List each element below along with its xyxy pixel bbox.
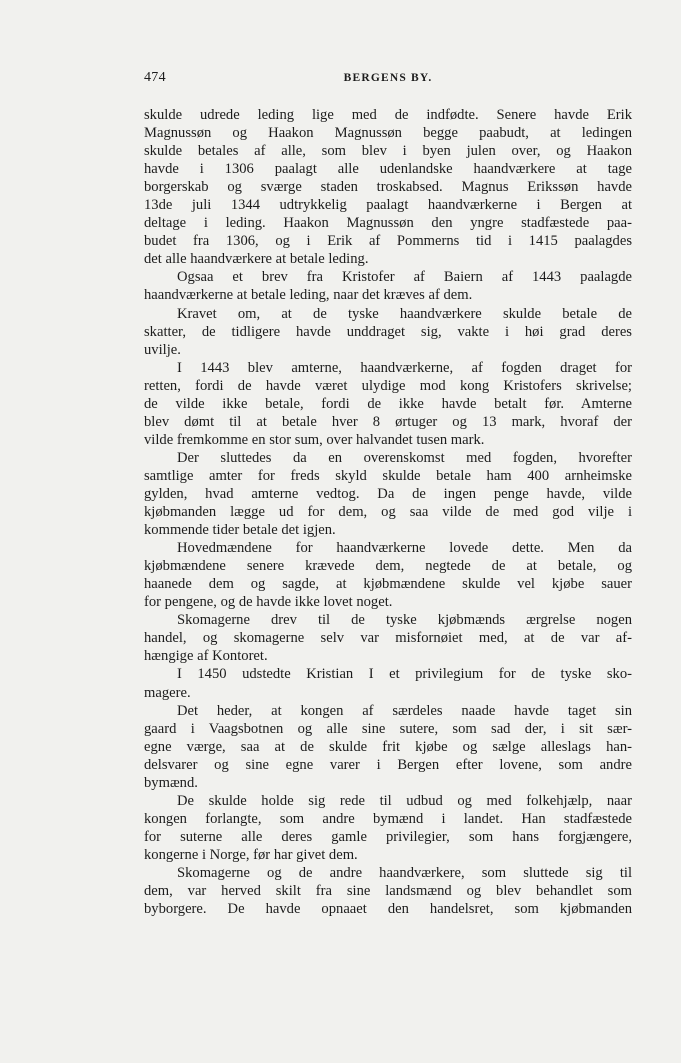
text-line: kongen forlangte, som andre bymænd i landet. Han stadfæstede — [144, 810, 632, 827]
text-line: I 1450 udstedte Kristian I et privilegium for de tyske sko- — [177, 666, 632, 683]
body-text — [144, 106, 632, 918]
text-line: I 1443 blev amterne, haandværkerne, af fogden draget for — [177, 359, 632, 376]
text-line: Der sluttedes da en overenskomst med fogden, hvorefter — [177, 449, 632, 466]
text-line: magere. — [144, 684, 191, 701]
text-line: blev dømt til at betale hver 8 ørtuger og 13 mark, hvoraf der — [144, 413, 632, 430]
text-line: Hovedmændene for haandværkerne lovede dette. Men da — [177, 540, 632, 557]
text-line: kongerne i Norge, før har givet dem. — [144, 846, 358, 863]
text-line: samtlige amter for freds skyld skulde betale ham 400 arnheimske — [144, 467, 632, 484]
text-line: Ogsaa et brev fra Kristofer af Baiern af 1443 paalagde — [177, 269, 632, 286]
text-line: hængige af Kontoret. — [144, 648, 268, 665]
text-line: uvilje. — [144, 341, 181, 358]
text-line: haanede dem og sagde, at kjøbmændene skulde vel kjøbe sauer — [144, 576, 632, 593]
text-line: egne værge, saa at de skulde frit kjøbe og sælge alleslags han- — [144, 738, 632, 755]
text-line: de vilde ikke betale, fordi de ikke havde betalt før. Amterne — [144, 395, 632, 412]
text-line: kjøbmanden lægge ud for dem, og saa vilde de med god vilje i — [144, 504, 632, 521]
text-line: Magnussøn og Haakon Magnussøn begge paabudt, at ledingen — [144, 125, 632, 142]
running-title: BERGENS BY. — [343, 72, 433, 84]
text-line: skatter, de tidligere havde unddraget sig, vakte i høi grad deres — [144, 323, 632, 340]
text-line: vilde fremkomme en stor sum, over halvandet tusen mark. — [144, 431, 485, 448]
text-line: Skomagerne drev til de tyske kjøbmænds ærgrelse nogen — [177, 612, 632, 629]
text-line: 13de juli 1344 udtrykkelig paalagt haandværkerne i Bergen at — [144, 197, 632, 214]
text-line: haandværkerne at betale leding, naar det kræves af dem. — [144, 287, 473, 304]
text-line: kommende tider betale det igjen. — [144, 522, 336, 539]
text-line: skulde betales af alle, som blev i byen julen over, og Haakon — [144, 143, 632, 160]
text-line: De skulde holde sig rede til udbud og med folkehjælp, naar — [177, 792, 632, 809]
text-line: Det heder, at kongen af særdeles naade havde taget sin — [177, 702, 632, 719]
page-header — [144, 70, 632, 90]
text-line: Kravet om, at de tyske haandværkere skulde betale de — [177, 305, 632, 322]
text-line: handel, og skomagerne selv var misfornøiet med, at de var af- — [144, 630, 632, 647]
text-line: gaard i Vaagsbotnen og alle sine sutere, som sad der, i sit sær- — [144, 720, 632, 737]
text-line: delsvarer og sine egne varer i Bergen efter lovene, som andre — [144, 756, 632, 773]
text-line: borgerskab og sværge staden troskabsed. Magnus Erikssøn havde — [144, 179, 632, 196]
text-line: bymænd. — [144, 774, 198, 791]
text-line: for pengene, og de havde ikke lovet noget. — [144, 594, 393, 611]
text-line: deltage i leding. Haakon Magnussøn den yngre stadfæstede paa- — [144, 215, 632, 232]
text-line: for suterne alle deres gamle privilegier, som hans forgjængere, — [144, 828, 632, 845]
text-line: retten, fordi de havde været ulydige mod kong Kristofers skrivelse; — [144, 377, 632, 394]
text-line: havde i 1306 paalagt alle udenlandske haandværkere at tage — [144, 161, 632, 178]
text-line: gylden, hvad amterne vedtog. Da de ingen penge havde, vilde — [144, 485, 632, 502]
text-line: Skomagerne og de andre haandværkere, som sluttede sig til — [177, 864, 632, 881]
text-line: dem, var herved skilt fra sine landsmænd og blev behandlet som — [144, 883, 632, 900]
text-line: byborgere. De havde opnaaet den handelsret, som kjøbmanden — [144, 901, 632, 918]
text-line: det alle haandværkere at betale leding. — [144, 251, 369, 268]
page-number: 474 — [144, 70, 166, 85]
text-line: budet fra 1306, og i Erik af Pommerns tid i 1415 paalagdes — [144, 233, 632, 250]
text-line: skulde udrede leding lige med de indfødte. Senere havde Erik — [144, 107, 632, 123]
text-line: kjøbmændene senere krævede dem, negtede de at betale, og — [144, 558, 632, 575]
